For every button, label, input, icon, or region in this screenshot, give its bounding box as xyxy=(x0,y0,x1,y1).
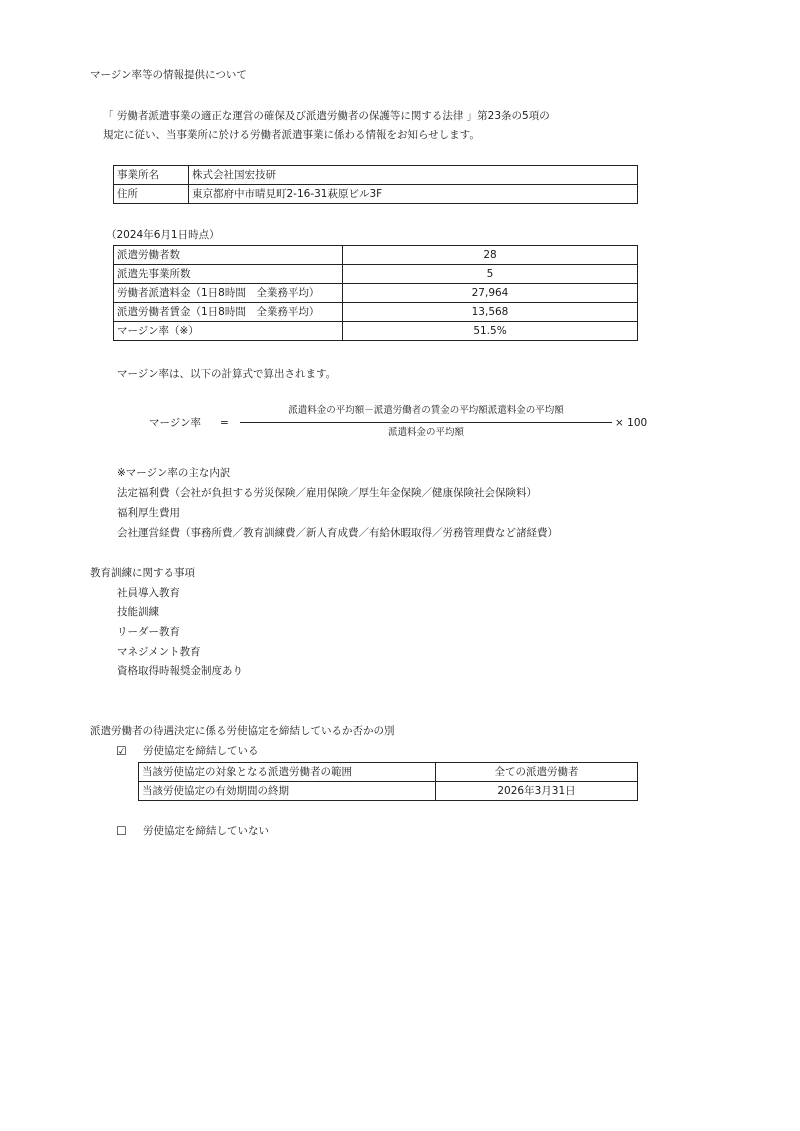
table-row xyxy=(114,185,638,204)
formula-multiplier: × 100 xyxy=(615,417,648,429)
table-row xyxy=(139,782,638,801)
table-row xyxy=(114,246,638,265)
table-row xyxy=(114,303,638,322)
fraction-bar xyxy=(240,422,612,423)
address-label: 住所 xyxy=(114,185,189,204)
agreement-end-value: 2026年3月31日 xyxy=(436,782,638,801)
formula-denominator: 派遣料金の平均額 xyxy=(387,427,464,438)
stat-value: 51.5% xyxy=(343,322,638,341)
stat-value: 27,964 xyxy=(343,284,638,303)
stat-label: 派遣労働者数 xyxy=(114,246,343,265)
agreement-table xyxy=(138,762,638,801)
table-row xyxy=(114,265,638,284)
agreement-unchecked-label: 労使協定を締結していない xyxy=(143,825,269,837)
stat-value: 13,568 xyxy=(343,303,638,322)
agreement-checked-label: 労使協定を締結している xyxy=(143,745,259,757)
agreement-scope-label: 当該労使協定の対象となる派遣労働者の範囲 xyxy=(139,763,436,782)
education-item: マネジメント教育 xyxy=(117,646,201,658)
education-item: リーダー教育 xyxy=(117,626,180,638)
formula-equals: = xyxy=(220,417,229,429)
page-heading: マージン率等の情報提供について xyxy=(90,69,247,81)
stats-table xyxy=(113,245,638,341)
table-row xyxy=(114,322,638,341)
table-row xyxy=(114,166,638,185)
intro-line-2: 規定に従い、当事業所に於ける労働者派遣事業に係わる情報をお知らせします。 xyxy=(103,129,480,141)
breakdown-item: 福利厚生費用 xyxy=(117,507,180,519)
agreement-end-label: 当該労使協定の有効期間の終期 xyxy=(139,782,436,801)
stat-label: 派遣先事業所数 xyxy=(114,265,343,284)
formula-intro: マージン率は、以下の計算式で算出されます。 xyxy=(117,368,337,380)
table-row xyxy=(139,763,638,782)
stat-value: 28 xyxy=(343,246,638,265)
agreement-title: 派遣労働者の待遇決定に係る労使協定を締結しているか否かの別 xyxy=(90,725,395,737)
agreement-scope-value: 全ての派遣労働者 xyxy=(436,763,638,782)
agreement-unchecked-checkbox[interactable]: ☐ xyxy=(116,824,127,838)
breakdown-title: ※マージン率の主な内訳 xyxy=(117,467,231,479)
office-name-value: 株式会社国宏技研 xyxy=(189,166,638,185)
agreement-checked-checkbox[interactable]: ☑ xyxy=(116,744,127,758)
address-value: 東京都府中市晴見町2-16-31萩原ビル3F xyxy=(189,185,638,204)
formula-numerator: 派遣料金の平均額－派遣労働者の賃金の平均額派遣料金の平均額 xyxy=(288,405,564,416)
office-name-label: 事業所名 xyxy=(114,166,189,185)
stat-label: 労働者派遣料金（1日8時間 全業務平均） xyxy=(114,284,343,303)
stat-label: 派遣労働者賃金（1日8時間 全業務平均） xyxy=(114,303,343,322)
education-item: 技能訓練 xyxy=(117,606,159,618)
intro-line-1: 「 労働者派遣事業の適正な運営の確保及び派遣労働者の保護等に関する法律 」第23条の5項の xyxy=(103,110,550,122)
breakdown-item: 法定福利費（会社が負担する労災保険／雇用保険／厚生年金保険／健康保険社会保険料） xyxy=(117,487,537,499)
education-title: 教育訓練に関する事項 xyxy=(90,567,195,579)
education-item: 資格取得時報奨金制度あり xyxy=(117,665,243,677)
breakdown-item: 会社運営経費（事務所費／教育訓練費／新人育成費／有給休暇取得／労務管理費など諸経費） xyxy=(117,527,558,539)
table-row xyxy=(114,284,638,303)
office-table xyxy=(113,165,638,204)
education-item: 社員導入教育 xyxy=(117,587,180,599)
as-of-date: （2024年6月1日時点） xyxy=(106,229,220,241)
stat-value: 5 xyxy=(343,265,638,284)
stat-label: マージン率（※） xyxy=(114,322,343,341)
formula-lhs: マージン率 xyxy=(149,417,202,429)
